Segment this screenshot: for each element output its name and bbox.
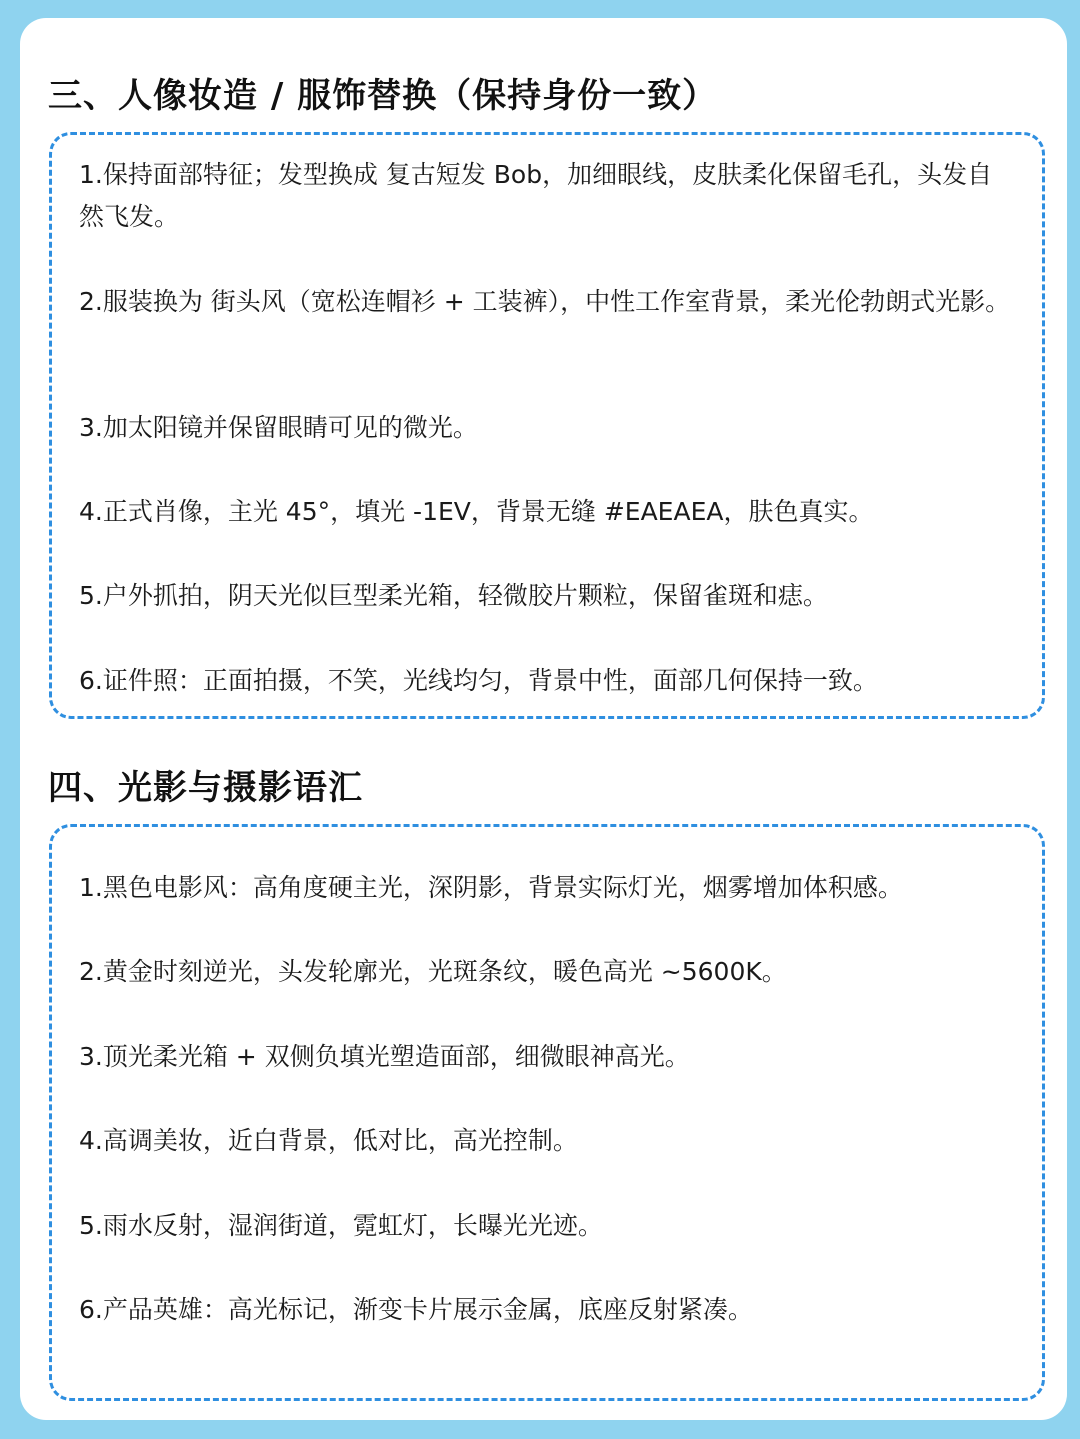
lighting-vocabulary-box (49, 824, 1045, 1401)
list-item: 1.黑色电影风：高角度硬主光，深阴影，背景实际灯光，烟雾增加体积感。 (79, 873, 903, 902)
list-item: 5.户外抓拍，阴天光似巨型柔光箱，轻微胶片颗粒，保留雀斑和痣。 (79, 581, 828, 610)
section-title-lighting-vocabulary: 四、光影与摄影语汇 (48, 768, 363, 808)
list-item: 2.服装换为 街头风（宽松连帽衫 + 工装裤），中性工作室背景，柔光伦勃朗式光影。 (79, 287, 1011, 316)
list-item: 3.顶光柔光箱 + 双侧负填光塑造面部，细微眼神高光。 (79, 1042, 690, 1071)
content-card (20, 18, 1067, 1420)
list-item: 3.加太阳镜并保留眼睛可见的微光。 (79, 413, 478, 442)
list-item: 2.黄金时刻逆光，头发轮廓光，光斑条纹，暖色高光 ~5600K。 (79, 957, 787, 986)
list-item: 6.证件照：正面拍摄，不笑，光线均匀，背景中性，面部几何保持一致。 (79, 666, 878, 695)
list-item: 1.保持面部特征；发型换成 复古短发 Bob，加细眼线，皮肤柔化保留毛孔，头发自然飞发。 (79, 160, 993, 231)
portrait-styling-box (49, 132, 1045, 719)
list-item: 4.高调美妆，近白背景，低对比，高光控制。 (79, 1126, 578, 1155)
section-title-portrait-styling: 三、人像妆造 / 服饰替换（保持身份一致） (48, 76, 718, 116)
list-item: 5.雨水反射，湿润街道，霓虹灯，长曝光光迹。 (79, 1211, 603, 1240)
list-item: 6.产品英雄：高光标记，渐变卡片展示金属，底座反射紧凑。 (79, 1295, 753, 1324)
list-item: 4.正式肖像，主光 45°，填光 -1EV，背景无缝 #EAEAEA，肤色真实。 (79, 497, 874, 526)
